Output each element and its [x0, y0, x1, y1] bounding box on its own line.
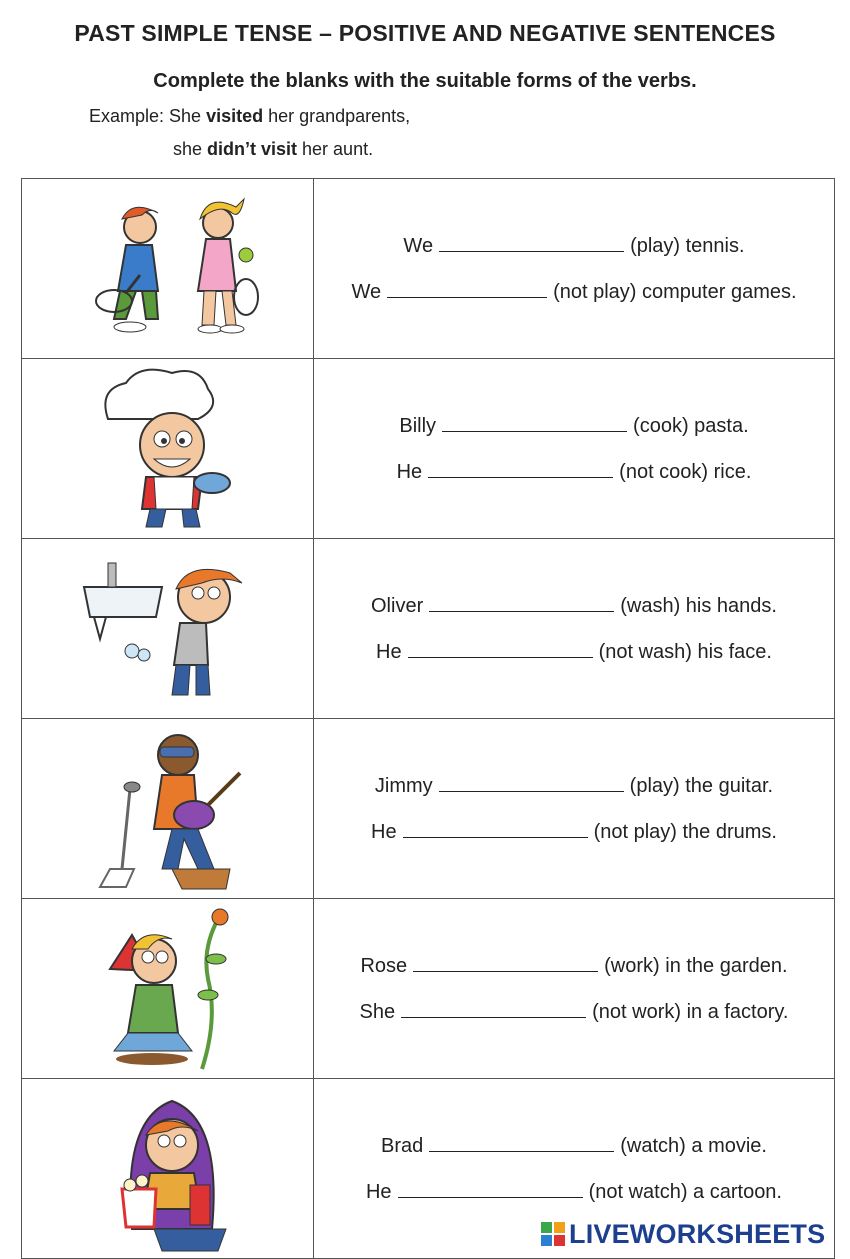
- sentence-negative: She (not work) in a factory.: [314, 989, 834, 1035]
- sentence-negative: He (not cook) rice.: [314, 449, 834, 495]
- illustration-girl-gardening: [22, 899, 314, 1079]
- example-verb-positive: visited: [206, 106, 264, 126]
- exercise-row: [22, 359, 835, 539]
- worksheet-title: PAST SIMPLE TENSE – POSITIVE AND NEGATIVE SENTENCES: [74, 20, 776, 46]
- sentence-negative: He (not watch) a cartoon.: [314, 1169, 834, 1215]
- sentence-cell: [314, 359, 835, 539]
- sentence-negative: We (not play) computer games.: [314, 269, 834, 315]
- watermark-text: LIVEWORKSHEETS: [569, 1218, 826, 1249]
- answer-blank[interactable]: [442, 411, 627, 432]
- liveworksheets-icon: [540, 1221, 566, 1247]
- worksheet-instruction: Complete the blanks with the suitable forms of the verbs.: [153, 70, 697, 92]
- illustration-boy-washing-hands: [22, 539, 314, 719]
- illustration-boy-watching-movie: [22, 1079, 314, 1259]
- answer-blank[interactable]: [413, 951, 598, 972]
- sentence-positive: We (play) tennis.: [314, 223, 834, 269]
- illustration-boy-chef-cooking: [22, 359, 314, 539]
- answer-blank[interactable]: [408, 637, 593, 658]
- answer-blank[interactable]: [398, 1177, 583, 1198]
- sentence-positive: Rose (work) in the garden.: [314, 943, 834, 989]
- example-line-2: she didn’t visit her aunt.: [173, 139, 374, 159]
- example-verb-negative: didn’t visit: [207, 139, 298, 159]
- illustration-boy-playing-guitar: [22, 719, 314, 899]
- exercise-row: [22, 539, 835, 719]
- sentence-positive: Billy (cook) pasta.: [314, 403, 834, 449]
- illustration-kids-playing-tennis: [22, 179, 314, 359]
- answer-blank[interactable]: [439, 771, 624, 792]
- sentence-cell: [314, 719, 835, 899]
- sentence-positive: Brad (watch) a movie.: [314, 1123, 834, 1169]
- exercise-row: [22, 899, 835, 1079]
- exercise-row: [22, 719, 835, 899]
- answer-blank[interactable]: [387, 277, 547, 298]
- answer-blank[interactable]: [403, 817, 588, 838]
- sentence-positive: Jimmy (play) the guitar.: [314, 763, 834, 809]
- sentence-cell: [314, 899, 835, 1079]
- sentence-negative: He (not wash) his face.: [314, 629, 834, 675]
- sentence-cell: [314, 539, 835, 719]
- answer-blank[interactable]: [429, 591, 614, 612]
- example-line-1: Example: She visited her grandparents,: [89, 106, 411, 126]
- sentence-negative: He (not play) the drums.: [314, 809, 834, 855]
- sentence-cell: [314, 179, 835, 359]
- exercise-row: [22, 179, 835, 359]
- liveworksheets-logo: [540, 1217, 831, 1251]
- exercise-table: [21, 178, 835, 1259]
- answer-blank[interactable]: [439, 231, 624, 252]
- answer-blank[interactable]: [429, 1131, 614, 1152]
- answer-blank[interactable]: [401, 997, 586, 1018]
- sentence-positive: Oliver (wash) his hands.: [314, 583, 834, 629]
- answer-blank[interactable]: [428, 457, 613, 478]
